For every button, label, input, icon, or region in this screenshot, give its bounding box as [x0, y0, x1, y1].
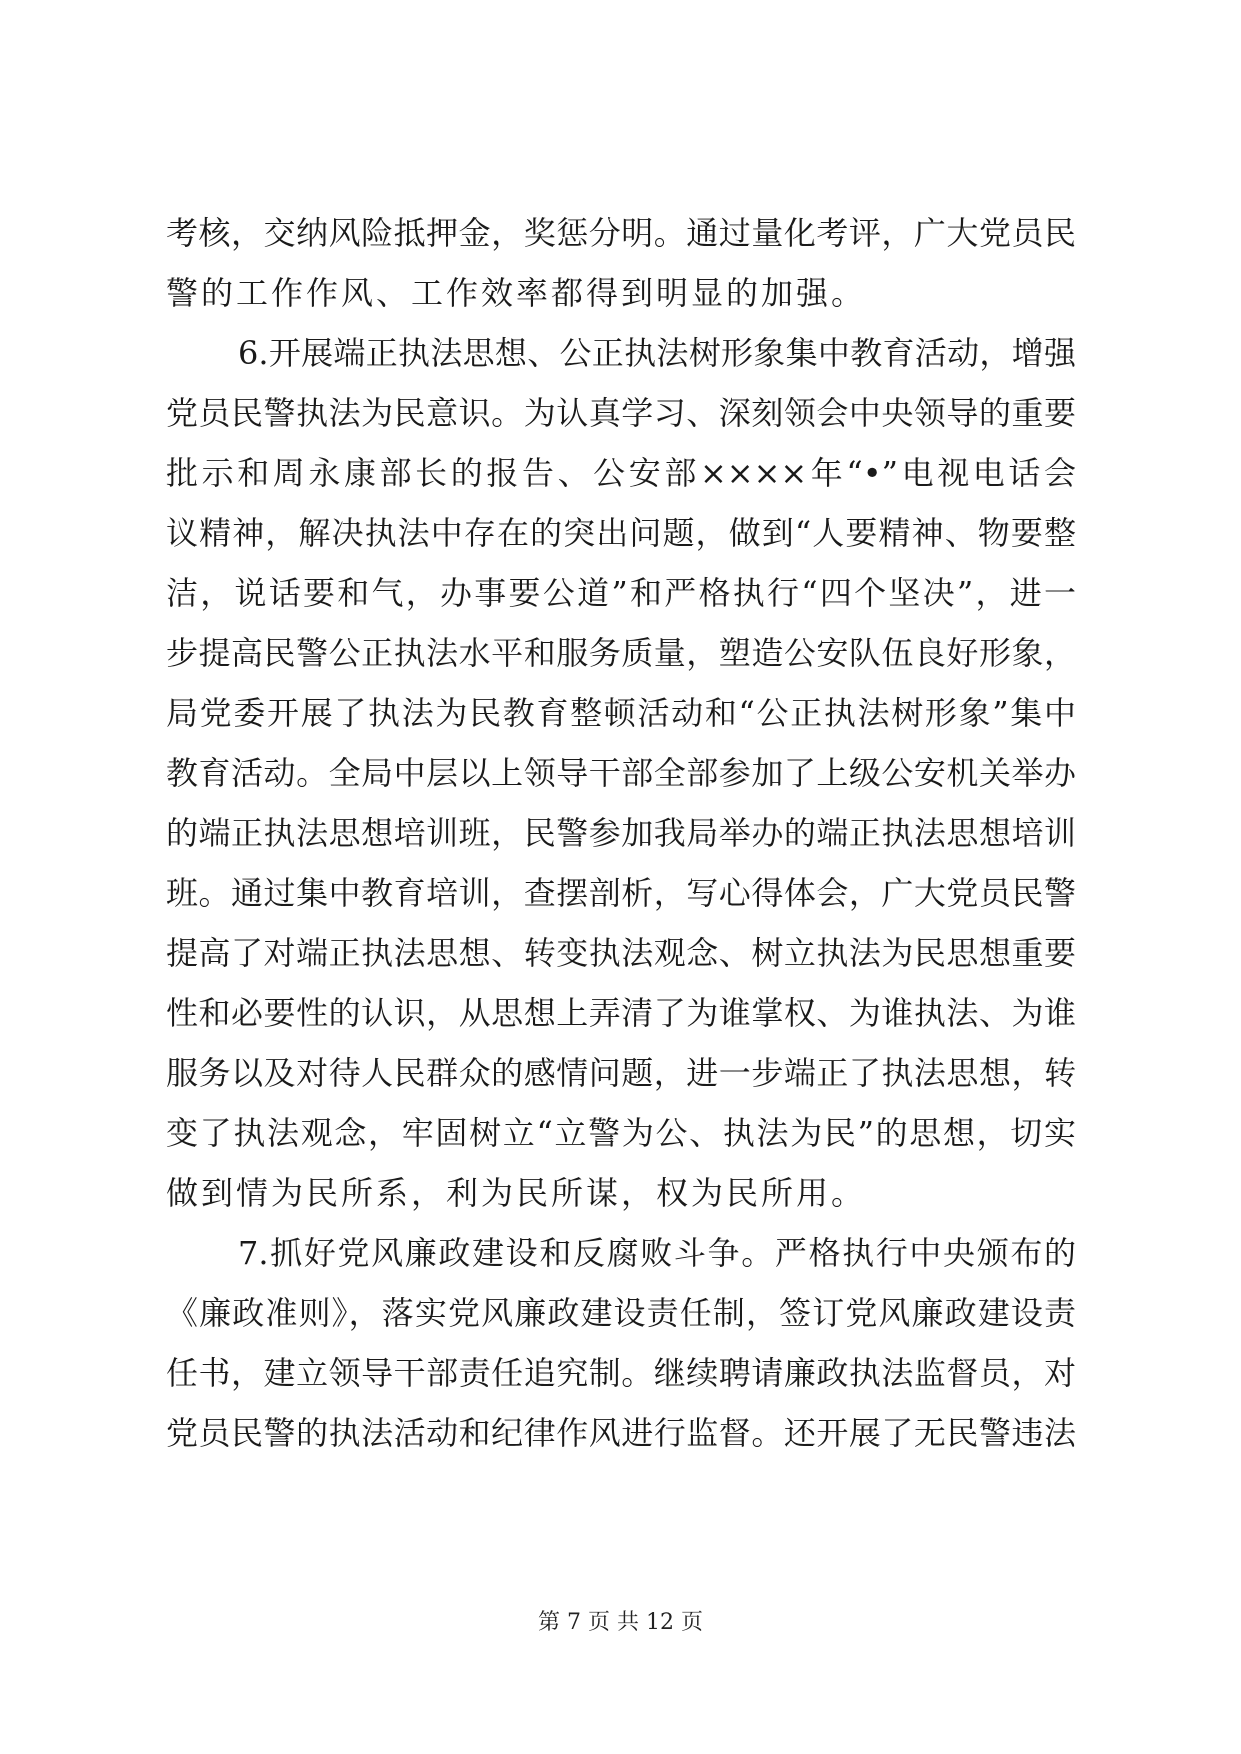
body-text-line: 6.开展端正执法思想、公正执法树形象集中教育活动，增强 — [238, 334, 1076, 372]
body-text-line: 考核，交纳风险抵押金，奖惩分明。通过量化考评，广大党员民 — [166, 214, 1076, 252]
body-text-line: 批示和周永康部长的报告、公安部××××年“•”电视电话会 — [166, 454, 1076, 492]
body-text-line: 班。通过集中教育培训，查摆剖析，写心得体会，广大党员民警 — [166, 874, 1076, 912]
body-text-line: 性和必要性的认识，从思想上弄清了为谁掌权、为谁执法、为谁 — [166, 994, 1076, 1032]
body-text-line: 党员民警的执法活动和纪律作风进行监督。还开展了无民警违法 — [166, 1414, 1076, 1452]
body-text-line: 洁，说话要和气，办事要公道”和严格执行“四个坚决”，进一 — [166, 574, 1076, 612]
page-number-footer: 第 7 页 共 12 页 — [538, 1610, 703, 1635]
body-text-line: 警的工作作风、工作效率都得到明显的加强。 — [166, 274, 867, 312]
body-text-line: 党员民警执法为民意识。为认真学习、深刻领会中央领导的重要 — [166, 394, 1076, 432]
body-text-line: 7.抓好党风廉政建设和反腐败斗争。严格执行中央颁布的 — [238, 1234, 1076, 1272]
body-text-line: 提高了对端正执法思想、转变执法观念、树立执法为民思想重要 — [166, 934, 1076, 972]
body-text-line: 做到情为民所系，利为民所谋，权为民所用。 — [166, 1174, 867, 1212]
body-text-line: 《廉政准则》，落实党风廉政建设责任制，签订党风廉政建设责 — [166, 1294, 1076, 1332]
body-text-line: 的端正执法思想培训班，民警参加我局举办的端正执法思想培训 — [166, 814, 1076, 852]
body-text-line: 议精神，解决执法中存在的突出问题，做到“人要精神、物要整 — [166, 514, 1076, 552]
body-text-line: 任书，建立领导干部责任追究制。继续聘请廉政执法监督员，对 — [166, 1354, 1076, 1392]
body-text-line: 教育活动。全局中层以上领导干部全部参加了上级公安机关举办 — [166, 754, 1076, 792]
body-text-line: 变了执法观念，牢固树立“立警为公、执法为民”的思想，切实 — [166, 1114, 1076, 1152]
body-text-line: 服务以及对待人民群众的感情问题，进一步端正了执法思想，转 — [166, 1054, 1076, 1092]
body-text-line: 局党委开展了执法为民教育整顿活动和“公正执法树形象”集中 — [166, 694, 1076, 732]
body-text-line: 步提高民警公正执法水平和服务质量，塑造公安队伍良好形象， — [166, 634, 1076, 672]
